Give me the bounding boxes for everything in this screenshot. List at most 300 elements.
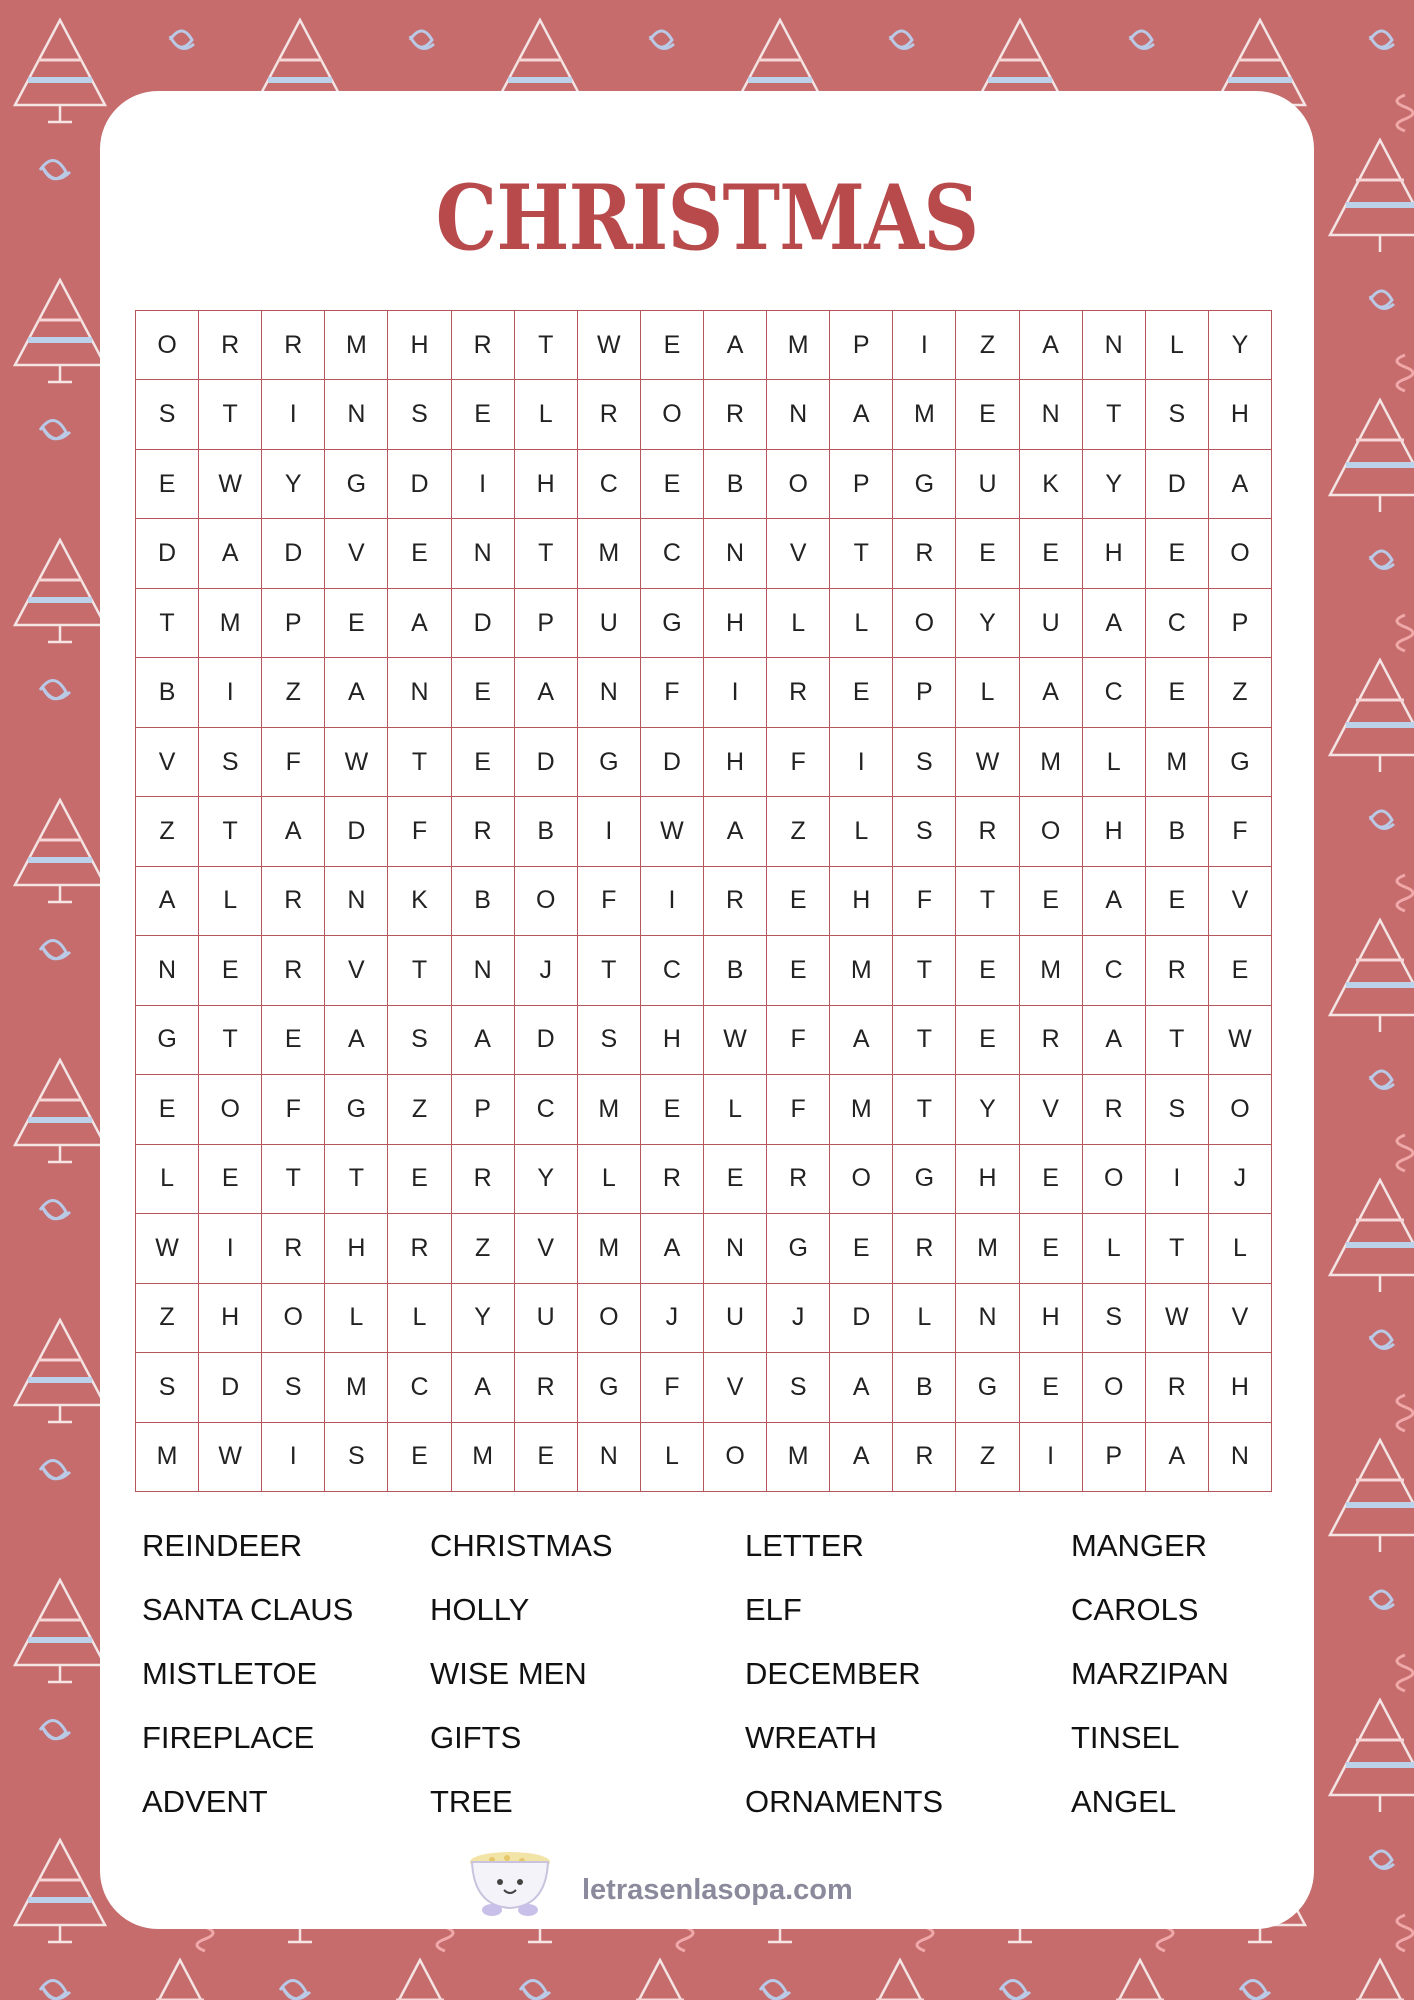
- grid-cell[interactable]: A: [1020, 658, 1083, 727]
- grid-cell[interactable]: U: [1020, 589, 1083, 658]
- grid-cell[interactable]: T: [199, 1006, 262, 1075]
- grid-cell[interactable]: R: [452, 1145, 515, 1214]
- grid-cell[interactable]: T: [515, 311, 578, 380]
- grid-cell[interactable]: Z: [956, 1423, 1019, 1492]
- grid-cell[interactable]: E: [199, 936, 262, 1005]
- grid-cell[interactable]: A: [325, 658, 388, 727]
- grid-cell[interactable]: I: [578, 797, 641, 866]
- grid-cell[interactable]: F: [767, 728, 830, 797]
- grid-cell[interactable]: R: [262, 936, 325, 1005]
- grid-cell[interactable]: T: [1146, 1006, 1209, 1075]
- grid-cell[interactable]: I: [893, 311, 956, 380]
- grid-cell[interactable]: E: [956, 380, 1019, 449]
- grid-cell[interactable]: H: [1083, 519, 1146, 588]
- grid-cell[interactable]: O: [830, 1145, 893, 1214]
- grid-cell[interactable]: V: [1020, 1075, 1083, 1144]
- grid-cell[interactable]: M: [578, 1075, 641, 1144]
- grid-cell[interactable]: L: [830, 797, 893, 866]
- grid-cell[interactable]: D: [1146, 450, 1209, 519]
- grid-cell[interactable]: A: [452, 1353, 515, 1422]
- grid-cell[interactable]: T: [956, 867, 1019, 936]
- grid-cell[interactable]: A: [1083, 1006, 1146, 1075]
- grid-cell[interactable]: C: [1146, 589, 1209, 658]
- grid-cell[interactable]: R: [893, 1214, 956, 1283]
- grid-cell[interactable]: E: [1146, 519, 1209, 588]
- grid-cell[interactable]: N: [578, 1423, 641, 1492]
- grid-cell[interactable]: R: [199, 311, 262, 380]
- grid-cell[interactable]: N: [1020, 380, 1083, 449]
- grid-cell[interactable]: S: [388, 1006, 451, 1075]
- grid-cell[interactable]: F: [893, 867, 956, 936]
- grid-cell[interactable]: A: [830, 1423, 893, 1492]
- grid-cell[interactable]: S: [262, 1353, 325, 1422]
- grid-cell[interactable]: A: [830, 1006, 893, 1075]
- grid-cell[interactable]: T: [262, 1145, 325, 1214]
- grid-cell[interactable]: M: [199, 589, 262, 658]
- grid-cell[interactable]: L: [830, 589, 893, 658]
- grid-cell[interactable]: L: [388, 1284, 451, 1353]
- grid-cell[interactable]: D: [136, 519, 199, 588]
- grid-cell[interactable]: R: [262, 311, 325, 380]
- grid-cell[interactable]: E: [767, 936, 830, 1005]
- grid-cell[interactable]: E: [1146, 867, 1209, 936]
- grid-cell[interactable]: T: [893, 936, 956, 1005]
- grid-cell[interactable]: H: [641, 1006, 704, 1075]
- grid-cell[interactable]: Y: [1209, 311, 1272, 380]
- grid-cell[interactable]: P: [452, 1075, 515, 1144]
- grid-cell[interactable]: N: [452, 936, 515, 1005]
- grid-cell[interactable]: O: [136, 311, 199, 380]
- grid-cell[interactable]: I: [704, 658, 767, 727]
- grid-cell[interactable]: M: [767, 311, 830, 380]
- grid-cell[interactable]: Y: [515, 1145, 578, 1214]
- grid-cell[interactable]: E: [452, 658, 515, 727]
- grid-cell[interactable]: S: [893, 728, 956, 797]
- grid-cell[interactable]: C: [641, 936, 704, 1005]
- grid-cell[interactable]: F: [1209, 797, 1272, 866]
- grid-cell[interactable]: S: [893, 797, 956, 866]
- grid-cell[interactable]: T: [893, 1006, 956, 1075]
- grid-cell[interactable]: M: [325, 311, 388, 380]
- grid-cell[interactable]: E: [830, 1214, 893, 1283]
- grid-cell[interactable]: Y: [452, 1284, 515, 1353]
- grid-cell[interactable]: H: [199, 1284, 262, 1353]
- grid-cell[interactable]: W: [1146, 1284, 1209, 1353]
- grid-cell[interactable]: G: [956, 1353, 1019, 1422]
- grid-cell[interactable]: W: [136, 1214, 199, 1283]
- grid-cell[interactable]: T: [199, 797, 262, 866]
- grid-cell[interactable]: A: [452, 1006, 515, 1075]
- grid-cell[interactable]: I: [641, 867, 704, 936]
- grid-cell[interactable]: A: [704, 797, 767, 866]
- grid-cell[interactable]: G: [136, 1006, 199, 1075]
- grid-cell[interactable]: D: [641, 728, 704, 797]
- grid-cell[interactable]: D: [388, 450, 451, 519]
- grid-cell[interactable]: F: [767, 1006, 830, 1075]
- grid-cell[interactable]: W: [199, 1423, 262, 1492]
- grid-cell[interactable]: E: [956, 519, 1019, 588]
- grid-cell[interactable]: A: [1083, 589, 1146, 658]
- grid-cell[interactable]: C: [388, 1353, 451, 1422]
- grid-cell[interactable]: G: [578, 728, 641, 797]
- grid-cell[interactable]: A: [1020, 311, 1083, 380]
- grid-cell[interactable]: Z: [262, 658, 325, 727]
- grid-cell[interactable]: S: [767, 1353, 830, 1422]
- grid-cell[interactable]: J: [1209, 1145, 1272, 1214]
- grid-cell[interactable]: V: [1209, 1284, 1272, 1353]
- grid-cell[interactable]: C: [1083, 936, 1146, 1005]
- grid-cell[interactable]: H: [956, 1145, 1019, 1214]
- grid-cell[interactable]: R: [262, 1214, 325, 1283]
- grid-cell[interactable]: D: [199, 1353, 262, 1422]
- grid-cell[interactable]: L: [704, 1075, 767, 1144]
- grid-cell[interactable]: E: [1146, 658, 1209, 727]
- grid-cell[interactable]: J: [515, 936, 578, 1005]
- grid-cell[interactable]: A: [830, 380, 893, 449]
- grid-cell[interactable]: W: [1209, 1006, 1272, 1075]
- grid-cell[interactable]: H: [325, 1214, 388, 1283]
- grid-cell[interactable]: M: [830, 1075, 893, 1144]
- grid-cell[interactable]: I: [1146, 1145, 1209, 1214]
- grid-cell[interactable]: T: [893, 1075, 956, 1144]
- grid-cell[interactable]: O: [199, 1075, 262, 1144]
- grid-cell[interactable]: L: [956, 658, 1019, 727]
- grid-cell[interactable]: O: [1020, 797, 1083, 866]
- grid-cell[interactable]: M: [956, 1214, 1019, 1283]
- grid-cell[interactable]: V: [1209, 867, 1272, 936]
- grid-cell[interactable]: H: [830, 867, 893, 936]
- grid-cell[interactable]: P: [830, 311, 893, 380]
- grid-cell[interactable]: V: [325, 519, 388, 588]
- grid-cell[interactable]: M: [1020, 936, 1083, 1005]
- grid-cell[interactable]: V: [136, 728, 199, 797]
- grid-cell[interactable]: Z: [767, 797, 830, 866]
- grid-cell[interactable]: E: [262, 1006, 325, 1075]
- grid-cell[interactable]: L: [325, 1284, 388, 1353]
- grid-cell[interactable]: M: [325, 1353, 388, 1422]
- grid-cell[interactable]: F: [767, 1075, 830, 1144]
- grid-cell[interactable]: M: [578, 519, 641, 588]
- grid-cell[interactable]: P: [515, 589, 578, 658]
- grid-cell[interactable]: F: [641, 1353, 704, 1422]
- grid-cell[interactable]: N: [704, 519, 767, 588]
- grid-cell[interactable]: L: [1209, 1214, 1272, 1283]
- grid-cell[interactable]: H: [388, 311, 451, 380]
- grid-cell[interactable]: S: [136, 380, 199, 449]
- grid-cell[interactable]: G: [325, 1075, 388, 1144]
- grid-cell[interactable]: R: [641, 1145, 704, 1214]
- grid-cell[interactable]: M: [578, 1214, 641, 1283]
- grid-cell[interactable]: H: [704, 728, 767, 797]
- grid-cell[interactable]: E: [136, 1075, 199, 1144]
- grid-cell[interactable]: N: [767, 380, 830, 449]
- grid-cell[interactable]: J: [641, 1284, 704, 1353]
- grid-cell[interactable]: R: [767, 658, 830, 727]
- grid-cell[interactable]: N: [578, 658, 641, 727]
- grid-cell[interactable]: B: [136, 658, 199, 727]
- grid-cell[interactable]: T: [388, 728, 451, 797]
- grid-cell[interactable]: R: [893, 519, 956, 588]
- grid-cell[interactable]: W: [641, 797, 704, 866]
- grid-cell[interactable]: I: [452, 450, 515, 519]
- grid-cell[interactable]: S: [1083, 1284, 1146, 1353]
- grid-cell[interactable]: G: [578, 1353, 641, 1422]
- grid-cell[interactable]: O: [1209, 519, 1272, 588]
- grid-cell[interactable]: Y: [956, 589, 1019, 658]
- grid-cell[interactable]: N: [325, 867, 388, 936]
- grid-cell[interactable]: R: [388, 1214, 451, 1283]
- grid-cell[interactable]: L: [515, 380, 578, 449]
- grid-cell[interactable]: N: [1209, 1423, 1272, 1492]
- grid-cell[interactable]: W: [704, 1006, 767, 1075]
- grid-cell[interactable]: G: [767, 1214, 830, 1283]
- grid-cell[interactable]: E: [325, 589, 388, 658]
- grid-cell[interactable]: F: [262, 1075, 325, 1144]
- grid-cell[interactable]: P: [830, 450, 893, 519]
- grid-cell[interactable]: N: [1083, 311, 1146, 380]
- grid-cell[interactable]: B: [704, 936, 767, 1005]
- grid-cell[interactable]: F: [388, 797, 451, 866]
- grid-cell[interactable]: E: [199, 1145, 262, 1214]
- grid-cell[interactable]: A: [515, 658, 578, 727]
- grid-cell[interactable]: M: [830, 936, 893, 1005]
- grid-cell[interactable]: L: [199, 867, 262, 936]
- grid-cell[interactable]: H: [704, 589, 767, 658]
- grid-cell[interactable]: W: [199, 450, 262, 519]
- grid-cell[interactable]: A: [136, 867, 199, 936]
- grid-cell[interactable]: H: [1083, 797, 1146, 866]
- grid-cell[interactable]: E: [136, 450, 199, 519]
- grid-cell[interactable]: D: [262, 519, 325, 588]
- grid-cell[interactable]: A: [704, 311, 767, 380]
- grid-cell[interactable]: C: [641, 519, 704, 588]
- grid-cell[interactable]: B: [452, 867, 515, 936]
- grid-cell[interactable]: I: [262, 380, 325, 449]
- grid-cell[interactable]: R: [704, 380, 767, 449]
- grid-cell[interactable]: E: [956, 1006, 1019, 1075]
- grid-cell[interactable]: A: [1209, 450, 1272, 519]
- grid-cell[interactable]: T: [1083, 380, 1146, 449]
- grid-cell[interactable]: N: [388, 658, 451, 727]
- grid-cell[interactable]: P: [1209, 589, 1272, 658]
- grid-cell[interactable]: C: [1083, 658, 1146, 727]
- grid-cell[interactable]: E: [641, 450, 704, 519]
- grid-cell[interactable]: G: [1209, 728, 1272, 797]
- grid-cell[interactable]: E: [641, 311, 704, 380]
- grid-cell[interactable]: W: [956, 728, 1019, 797]
- grid-cell[interactable]: O: [262, 1284, 325, 1353]
- grid-cell[interactable]: P: [893, 658, 956, 727]
- grid-cell[interactable]: R: [1020, 1006, 1083, 1075]
- grid-cell[interactable]: L: [136, 1145, 199, 1214]
- grid-cell[interactable]: O: [767, 450, 830, 519]
- grid-cell[interactable]: S: [199, 728, 262, 797]
- grid-cell[interactable]: S: [325, 1423, 388, 1492]
- grid-cell[interactable]: R: [452, 797, 515, 866]
- grid-cell[interactable]: V: [767, 519, 830, 588]
- grid-cell[interactable]: B: [893, 1353, 956, 1422]
- grid-cell[interactable]: C: [515, 1075, 578, 1144]
- grid-cell[interactable]: G: [893, 450, 956, 519]
- grid-cell[interactable]: M: [767, 1423, 830, 1492]
- grid-cell[interactable]: L: [1083, 1214, 1146, 1283]
- grid-cell[interactable]: U: [704, 1284, 767, 1353]
- grid-cell[interactable]: Y: [956, 1075, 1019, 1144]
- grid-cell[interactable]: K: [1020, 450, 1083, 519]
- grid-cell[interactable]: Z: [1209, 658, 1272, 727]
- grid-cell[interactable]: O: [641, 380, 704, 449]
- grid-cell[interactable]: G: [325, 450, 388, 519]
- grid-cell[interactable]: T: [199, 380, 262, 449]
- grid-cell[interactable]: D: [515, 1006, 578, 1075]
- grid-cell[interactable]: D: [325, 797, 388, 866]
- grid-cell[interactable]: R: [578, 380, 641, 449]
- grid-cell[interactable]: Z: [452, 1214, 515, 1283]
- grid-cell[interactable]: A: [325, 1006, 388, 1075]
- grid-cell[interactable]: R: [956, 797, 1019, 866]
- grid-cell[interactable]: E: [388, 1145, 451, 1214]
- grid-cell[interactable]: R: [893, 1423, 956, 1492]
- grid-cell[interactable]: O: [1209, 1075, 1272, 1144]
- grid-cell[interactable]: T: [325, 1145, 388, 1214]
- grid-cell[interactable]: O: [1083, 1353, 1146, 1422]
- grid-cell[interactable]: V: [704, 1353, 767, 1422]
- grid-cell[interactable]: I: [262, 1423, 325, 1492]
- grid-cell[interactable]: E: [641, 1075, 704, 1144]
- grid-cell[interactable]: R: [262, 867, 325, 936]
- grid-cell[interactable]: S: [388, 380, 451, 449]
- grid-cell[interactable]: O: [515, 867, 578, 936]
- grid-cell[interactable]: Z: [136, 1284, 199, 1353]
- grid-cell[interactable]: L: [641, 1423, 704, 1492]
- grid-cell[interactable]: R: [767, 1145, 830, 1214]
- grid-cell[interactable]: H: [515, 450, 578, 519]
- grid-cell[interactable]: M: [452, 1423, 515, 1492]
- grid-cell[interactable]: F: [262, 728, 325, 797]
- grid-cell[interactable]: N: [956, 1284, 1019, 1353]
- grid-cell[interactable]: L: [1083, 728, 1146, 797]
- grid-cell[interactable]: R: [452, 311, 515, 380]
- grid-cell[interactable]: T: [515, 519, 578, 588]
- grid-cell[interactable]: E: [515, 1423, 578, 1492]
- grid-cell[interactable]: H: [1020, 1284, 1083, 1353]
- grid-cell[interactable]: N: [136, 936, 199, 1005]
- grid-cell[interactable]: O: [1083, 1145, 1146, 1214]
- grid-cell[interactable]: C: [578, 450, 641, 519]
- grid-cell[interactable]: T: [830, 519, 893, 588]
- grid-cell[interactable]: P: [1083, 1423, 1146, 1492]
- grid-cell[interactable]: H: [1209, 1353, 1272, 1422]
- grid-cell[interactable]: V: [515, 1214, 578, 1283]
- grid-cell[interactable]: Y: [1083, 450, 1146, 519]
- grid-cell[interactable]: A: [388, 589, 451, 658]
- grid-cell[interactable]: V: [325, 936, 388, 1005]
- grid-cell[interactable]: D: [515, 728, 578, 797]
- grid-cell[interactable]: H: [1209, 380, 1272, 449]
- grid-cell[interactable]: E: [830, 658, 893, 727]
- grid-cell[interactable]: S: [578, 1006, 641, 1075]
- grid-cell[interactable]: U: [578, 589, 641, 658]
- grid-cell[interactable]: U: [515, 1284, 578, 1353]
- grid-cell[interactable]: G: [641, 589, 704, 658]
- grid-cell[interactable]: A: [830, 1353, 893, 1422]
- grid-cell[interactable]: G: [893, 1145, 956, 1214]
- grid-cell[interactable]: E: [704, 1145, 767, 1214]
- grid-cell[interactable]: E: [1209, 936, 1272, 1005]
- grid-cell[interactable]: F: [578, 867, 641, 936]
- grid-cell[interactable]: I: [830, 728, 893, 797]
- grid-cell[interactable]: S: [1146, 1075, 1209, 1144]
- grid-cell[interactable]: O: [893, 589, 956, 658]
- grid-cell[interactable]: I: [1020, 1423, 1083, 1492]
- grid-cell[interactable]: N: [325, 380, 388, 449]
- grid-cell[interactable]: L: [767, 589, 830, 658]
- grid-cell[interactable]: M: [893, 380, 956, 449]
- grid-cell[interactable]: E: [1020, 519, 1083, 588]
- grid-cell[interactable]: E: [1020, 1353, 1083, 1422]
- grid-cell[interactable]: D: [452, 589, 515, 658]
- grid-cell[interactable]: B: [1146, 797, 1209, 866]
- grid-cell[interactable]: L: [1146, 311, 1209, 380]
- grid-cell[interactable]: A: [1146, 1423, 1209, 1492]
- grid-cell[interactable]: E: [1020, 867, 1083, 936]
- grid-cell[interactable]: Y: [262, 450, 325, 519]
- grid-cell[interactable]: B: [515, 797, 578, 866]
- grid-cell[interactable]: R: [1146, 1353, 1209, 1422]
- grid-cell[interactable]: E: [956, 936, 1019, 1005]
- grid-cell[interactable]: Z: [136, 797, 199, 866]
- grid-cell[interactable]: M: [1020, 728, 1083, 797]
- grid-cell[interactable]: P: [262, 589, 325, 658]
- grid-cell[interactable]: B: [704, 450, 767, 519]
- grid-cell[interactable]: D: [830, 1284, 893, 1353]
- grid-cell[interactable]: A: [1083, 867, 1146, 936]
- grid-cell[interactable]: R: [704, 867, 767, 936]
- grid-cell[interactable]: A: [262, 797, 325, 866]
- grid-cell[interactable]: M: [1146, 728, 1209, 797]
- grid-cell[interactable]: W: [325, 728, 388, 797]
- grid-cell[interactable]: E: [388, 519, 451, 588]
- grid-cell[interactable]: E: [1020, 1145, 1083, 1214]
- grid-cell[interactable]: E: [452, 380, 515, 449]
- grid-cell[interactable]: R: [515, 1353, 578, 1422]
- grid-cell[interactable]: R: [1146, 936, 1209, 1005]
- grid-cell[interactable]: O: [578, 1284, 641, 1353]
- grid-cell[interactable]: N: [452, 519, 515, 588]
- grid-cell[interactable]: W: [578, 311, 641, 380]
- grid-cell[interactable]: L: [893, 1284, 956, 1353]
- grid-cell[interactable]: A: [641, 1214, 704, 1283]
- grid-cell[interactable]: A: [199, 519, 262, 588]
- grid-cell[interactable]: E: [767, 867, 830, 936]
- grid-cell[interactable]: U: [956, 450, 1019, 519]
- grid-cell[interactable]: K: [388, 867, 451, 936]
- grid-cell[interactable]: Z: [956, 311, 1019, 380]
- grid-cell[interactable]: T: [1146, 1214, 1209, 1283]
- grid-cell[interactable]: O: [704, 1423, 767, 1492]
- grid-cell[interactable]: E: [388, 1423, 451, 1492]
- grid-cell[interactable]: T: [136, 589, 199, 658]
- grid-cell[interactable]: E: [1020, 1214, 1083, 1283]
- grid-cell[interactable]: I: [199, 1214, 262, 1283]
- grid-cell[interactable]: S: [136, 1353, 199, 1422]
- grid-cell[interactable]: F: [641, 658, 704, 727]
- site-url[interactable]: letrasenlasopa.com: [582, 1874, 853, 1906]
- grid-cell[interactable]: R: [1083, 1075, 1146, 1144]
- grid-cell[interactable]: J: [767, 1284, 830, 1353]
- grid-cell[interactable]: Z: [388, 1075, 451, 1144]
- grid-cell[interactable]: T: [578, 936, 641, 1005]
